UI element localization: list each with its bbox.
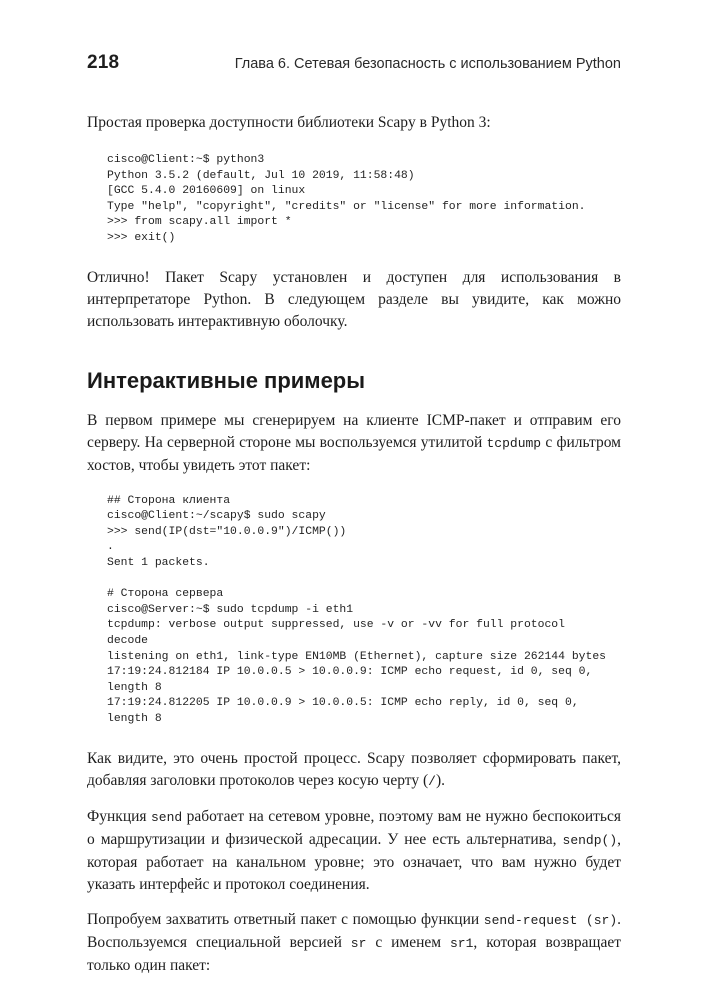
code-block-python-check: cisco@Client:~$ python3 Python 3.5.2 (default, Jul 10 2019, 11:58:48) [GCC 5.4.0 20160609] on linux Type "help", "copyright", "credits" or "license" for more information. >>> from scapy.all import * >>> exit() [107, 154, 586, 244]
scapy-process-paragraph [87, 748, 621, 793]
page-header [87, 52, 621, 80]
text-run: . Воспользуемся специальной версией [87, 911, 622, 952]
code-block-icmp-example: ## Сторона клиента cisco@Client:~/scapy$ sudo scapy >>> send(IP(dst="10.0.0.9")/ICMP()) . Sent 1 packets. # Сторона сервера cisco@Server:~$ sudo tcpdump -i eth1 tcpdump: verbose output suppressed, use -v or -vv for full protocol decode listening on eth1, link-type EN10MB (Ethernet), capture size 262144 bytes 17:19:24.812184 IP 10.0.0.5 > 10.0.0.9: ICMP echo request, id 0, seq 0, length 8 17:19:24.812205 IP 10.0.0.9 > 10.0.0.5: ICMP echo reply, id 0, seq 0, length 8 [107, 494, 606, 725]
inline-code-send: send [150, 810, 183, 826]
intro-paragraph: Простая проверка доступности библиотеки Scapy в Python 3: [87, 114, 491, 131]
text-run: Попробуем захватить ответный пакет с помощью функции [87, 911, 484, 929]
text-run: , которая работает на канальном уровне; это означает, что вам нужно будет указать интерфейс и протокол соединения. [87, 831, 621, 894]
text-run: с фильтром хостов, чтобы увидеть этот пакет: [87, 433, 621, 474]
page-number: 218 [87, 52, 120, 73]
text-run: работает на сетевом уровне, поэтому вам не нужно беспокоиться о маршрутизации и физической адресации. У нее есть альтернатива, [87, 808, 621, 849]
send-request-paragraph [87, 909, 621, 977]
inline-code-sr: sr [350, 936, 367, 952]
text-run: , которая возвращает только один пакет: [87, 934, 621, 975]
inline-code-tcpdump: tcpdump [486, 435, 542, 451]
text-run: Как видите, это очень простой процесс. Scapy позволяет сформировать пакет, добавляя заголовки протоколов через косую черту ( [87, 750, 621, 790]
inline-code-slash: / [428, 774, 436, 790]
text-run: Функция [87, 808, 151, 826]
scapy-installed-paragraph: Отлично! Пакет Scapy установлен и доступен для использования в интерпретаторе Python. В следующем разделе вы увидите, как можно использовать интерактивную оболочку. [87, 268, 621, 330]
text-run: с именем [366, 934, 450, 952]
inline-code-sendp: sendp() [562, 833, 618, 849]
section-heading: Интерактивные примеры [87, 367, 366, 393]
page-content [87, 112, 621, 977]
text-run: ). [435, 772, 445, 790]
inline-code-sr1: sr1 [450, 936, 474, 952]
icmp-example-paragraph [87, 410, 621, 477]
text-run: В первом примере мы сгенерируем на клиенте ICMP-пакет и отправим его серверу. На серверной стороне мы воспользуемся утилитой [87, 411, 621, 451]
inline-code-send-request: send-request (sr) [483, 913, 618, 929]
send-function-paragraph [87, 806, 621, 896]
running-title: Глава 6. Сетевая безопасность с использованием Python [234, 56, 621, 72]
